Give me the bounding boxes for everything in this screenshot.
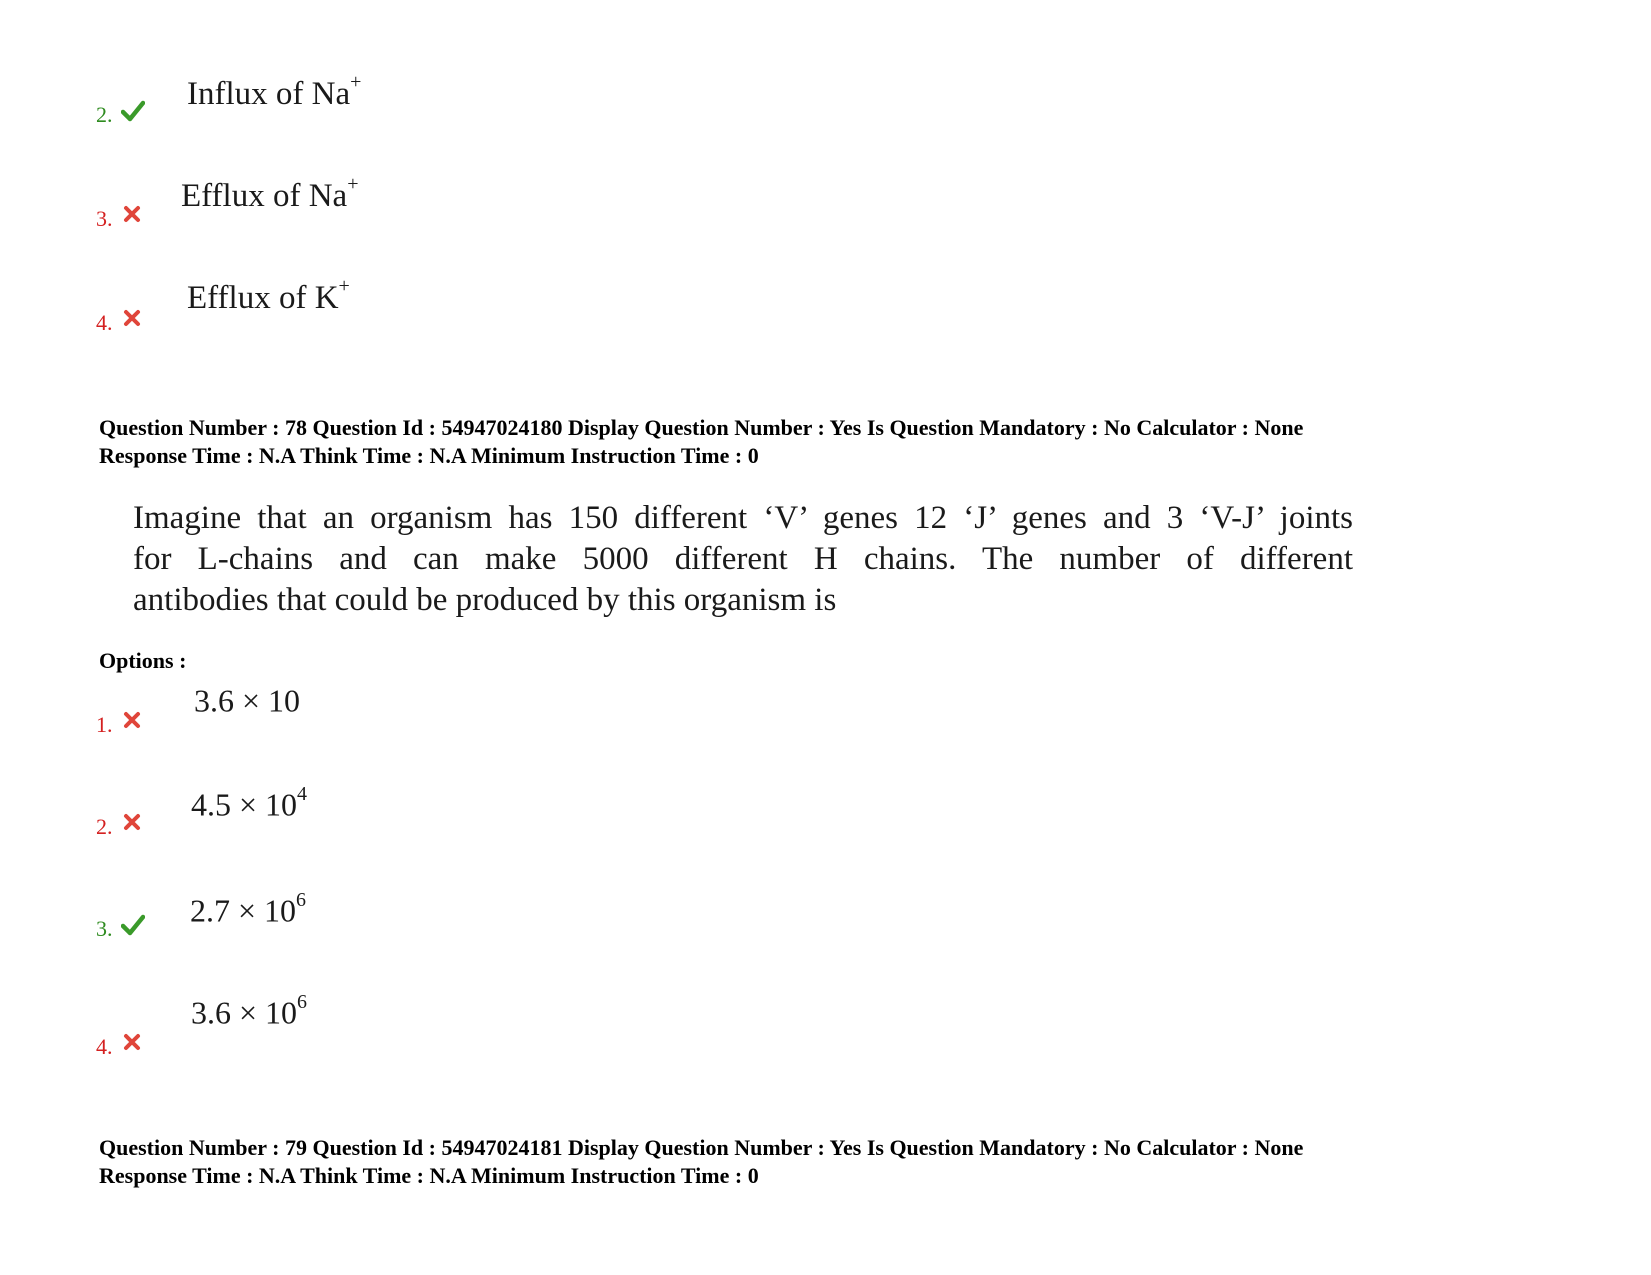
check-icon	[121, 100, 145, 122]
option-text: Efflux of Na+	[181, 173, 359, 214]
option-number: 3.	[96, 916, 113, 941]
cross-icon	[123, 309, 141, 327]
question-meta-line2: Response Time : N.A Think Time : N.A Minimum Instruction Time : 0	[99, 443, 759, 468]
cross-icon	[123, 205, 141, 223]
question-text-line: antibodies that could be produced by this organism is	[133, 582, 837, 618]
question-meta-line1: Question Number : 79 Question Id : 54947024181 Display Question Number : Yes Is Question Mandatory : No Calculator : None	[99, 1135, 1304, 1160]
question-meta-line1: Question Number : 78 Question Id : 54947024180 Display Question Number : Yes Is Question Mandatory : No Calculator : None	[99, 415, 1304, 440]
question-text	[133, 498, 1353, 621]
question-text-line: Imagine that an organism has 150 different ‘V’ genes 12 ‘J’ genes and 3 ‘V-J’ joints	[133, 500, 1353, 536]
question-text-line: for L-chains and can make 5000 different H chains. The number of different	[133, 541, 1353, 577]
cross-icon	[123, 1033, 141, 1051]
option-number: 3.	[96, 206, 113, 231]
options-label: Options :	[99, 648, 187, 673]
option-text: $2.7 \times 10^6$	[190, 889, 307, 929]
option-text: $3.6 \times 10^6$	[191, 991, 308, 1031]
option-number: 4.	[96, 1034, 113, 1059]
question-meta-line2: Response Time : N.A Think Time : N.A Minimum Instruction Time : 0	[99, 1163, 759, 1188]
option-text: Influx of Na+	[187, 71, 362, 112]
option-number: 2.	[96, 102, 113, 127]
cross-icon	[123, 711, 141, 729]
option-text: 3.6 × 10	[194, 682, 301, 719]
option-number: 4.	[96, 310, 113, 335]
option-number: 1.	[96, 712, 113, 737]
question-meta	[99, 414, 1303, 470]
check-icon	[121, 914, 145, 936]
question-meta	[99, 1134, 1303, 1190]
option-text: $4.5 \times 10^4$	[191, 783, 308, 823]
option-number: 2.	[96, 814, 113, 839]
cross-icon	[123, 813, 141, 831]
option-text: Efflux of K+	[187, 275, 350, 316]
